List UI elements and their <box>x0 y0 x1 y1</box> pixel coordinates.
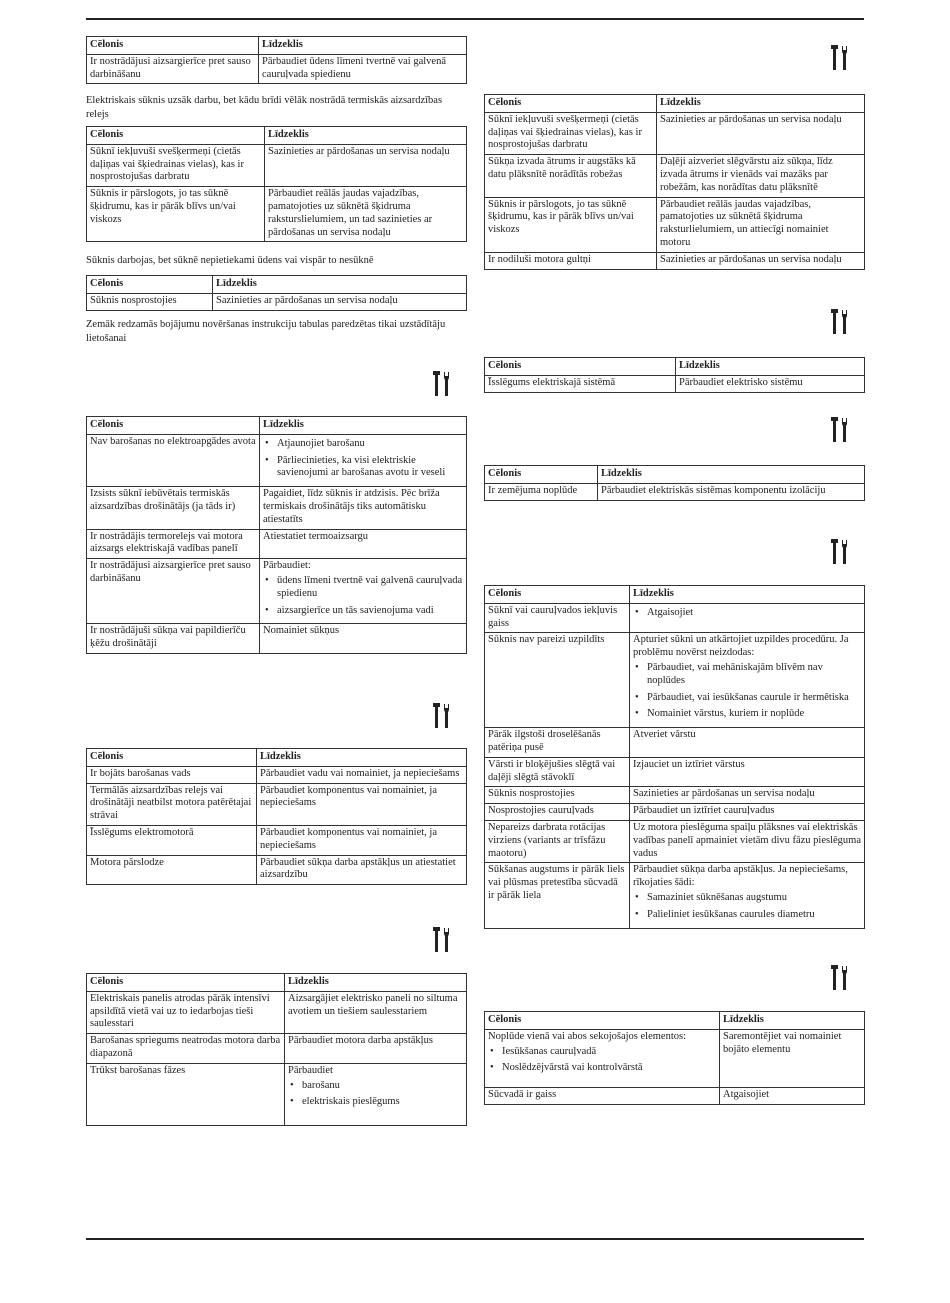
cause-cell: Sūknī iekļuvuši svešķermeņi (cietās daļiņas vai šķiedrainas vielas), kas ir nosprostojušas darbratu <box>87 144 265 186</box>
remedy-cell <box>285 1063 467 1125</box>
table-10 <box>484 585 865 929</box>
remedy-header: Līdzeklis <box>630 586 865 604</box>
remedy-cell: Pagaidiet, līdz sūknis ir atdzisis. Pēc brīža termiskais drošinātājs tiks automātisku atiestatīts <box>260 487 467 529</box>
cause-header: Cēlonis <box>87 974 285 992</box>
remedy-cell: Aizsargājiet elektrisko paneli no siltuma avotiem un tiešiem saulesstariem <box>285 991 467 1033</box>
table-row <box>485 804 865 821</box>
tools-icon <box>830 44 850 72</box>
cause-cell: Nosprostojies cauruļvads <box>485 804 630 821</box>
cause-cell: Pārāk ilgstoši droselēšanās patēriņa pusē <box>485 728 630 758</box>
cause-header: Cēlonis <box>485 586 630 604</box>
remedy-header: Līdzeklis <box>257 749 467 767</box>
list-item: • Iesūkšanas cauruļvadā <box>488 1046 716 1059</box>
table-row <box>485 728 865 758</box>
remedy-header: Līdzeklis <box>265 127 467 145</box>
table-row <box>87 293 467 310</box>
cause-cell: Termālās aizsardzības relejs vai drošinātāji neatbilst motora patērētajai strāvai <box>87 783 257 825</box>
cause-cell: Ir nostrādājuši sūkņa vai papildierīču ķēžu drošinātāji <box>87 624 260 654</box>
remedy-header: Līdzeklis <box>285 974 467 992</box>
remedy-cell <box>630 603 865 633</box>
list-item: • aizsargierīce un tās savienojuma vadi <box>263 605 463 618</box>
table-row <box>87 855 467 885</box>
cause-cell: Sūkņa izvada ātrums ir augstāks kā datu plāksnītē norādītās robežas <box>485 155 657 197</box>
table-9 <box>484 465 865 501</box>
remedy-cell: Sazinieties ar pārdošanas un servisa nodaļu <box>657 252 865 269</box>
list-item: • Atgaisojiet <box>633 607 861 620</box>
tools-icon <box>432 702 452 730</box>
remedy-header: Līdzeklis <box>657 95 865 113</box>
table-row <box>87 144 467 186</box>
cause-cell: Īsslēgums elektromotorā <box>87 825 257 855</box>
table-row <box>485 197 865 252</box>
list-item: • Noslēdzējvārstā vai kontrolvārstā <box>488 1062 716 1075</box>
table-row <box>87 187 467 242</box>
list-item: • ūdens līmeni tvertnē vai galvenā cauruļvada spiedienu <box>263 575 463 601</box>
table-row <box>87 1063 467 1125</box>
table-row <box>485 483 865 500</box>
remedy-cell: Pārbaudiet ūdens līmeni tvertnē vai galvenā cauruļvada spiedienu <box>259 54 467 84</box>
table-row <box>485 375 865 392</box>
remedy-header: Līdzeklis <box>676 358 865 376</box>
list-item: • elektriskais pieslēgums <box>288 1096 463 1109</box>
cause-cell: Sūkšanas augstums ir pārāk liels vai plūsmas pretestība sūcvadā ir pārāk liela <box>485 863 630 928</box>
tools-icon <box>830 964 850 992</box>
cause-cell: Īsslēgums elektriskajā sistēmā <box>485 375 676 392</box>
bottom-rule <box>86 1238 864 1240</box>
table-row <box>87 487 467 529</box>
cause-cell: Ir zemējuma noplūde <box>485 483 598 500</box>
list-item: • barošanu <box>288 1080 463 1093</box>
table-row <box>485 633 865 728</box>
remedy-header: Līdzeklis <box>598 466 865 484</box>
table-2 <box>86 126 467 242</box>
tools-icon <box>432 370 452 398</box>
cause-cell: Ir bojāts barošanas vads <box>87 766 257 783</box>
remedy-lead: Pārbaudiet <box>288 1064 333 1076</box>
table-row <box>485 1029 865 1087</box>
cause-cell: Izsists sūknī iebūvētais termiskās aizsardzības drošinātājs (ja tāds ir) <box>87 487 260 529</box>
cause-cell: Ir nodiluši motora gultņi <box>485 252 657 269</box>
remedy-cell: Sazinieties ar pārdošanas un servisa nodaļu <box>630 787 865 804</box>
cause-cell: Sūknis ir pārslogots, jo tas sūknē šķidrumu, kas ir pārāk blīvs un/vai viskozs <box>485 197 657 252</box>
table-row <box>87 783 467 825</box>
cause-cell: Sūknī vai cauruļvados iekļuvis gaiss <box>485 603 630 633</box>
cause-header: Cēlonis <box>485 1012 720 1030</box>
cause-header: Cēlonis <box>87 127 265 145</box>
table-row <box>87 766 467 783</box>
table-row <box>485 155 865 197</box>
remedy-cell: Pārbaudiet un iztīriet cauruļvadus <box>630 804 865 821</box>
paragraph: Elektriskais sūknis uzsāk darbu, bet kādu brīdi vēlāk nostrādā termiskās aizsardzības relejs <box>86 95 443 120</box>
cause-cell: Trūkst barošanas fāzes <box>87 1063 285 1125</box>
cause-cell: Sūknis nav pareizi uzpildīts <box>485 633 630 728</box>
cause-cell: Vārsti ir bloķējušies slēgtā vai daļēji slēgtā stāvoklī <box>485 757 630 787</box>
list-item: • Samaziniet sūknēšanas augstumu <box>633 892 861 905</box>
remedy-lead: Pārbaudiet sūkņa darba apstākļus. Ja nepieciešams, rīkojaties šādi: <box>633 864 848 889</box>
tools-icon <box>830 416 850 444</box>
table-row <box>485 787 865 804</box>
cause-header: Cēlonis <box>87 276 213 294</box>
table-5 <box>86 748 467 885</box>
cause-cell: Barošanas spriegums neatrodas motora darba diapazonā <box>87 1034 285 1064</box>
cause-cell: Sūknī iekļuvuši svešķermeņi (cietās daļiņas vai šķiedrainas vielas), kas ir nosprostojušas darbratu <box>485 112 657 154</box>
remedy-cell: Pārbaudiet reālās jaudas vajadzības, pamatojoties uz sūknētā šķidruma raksturslielumiem, un tad sazinieties ar pārdošanas un servisa nodaļu <box>265 187 467 242</box>
cause-cell: Ir nostrādājusi aizsargierīce pret sauso darbināšanu <box>87 54 259 84</box>
cause-cell: Nepareizs darbrata rotācijas virziens (variants ar trīsfāzu maotoru) <box>485 820 630 862</box>
remedy-cell: Uz motora pieslēguma spaiļu plāksnes vai elektriskās vadības panelī apmainiet vietām divu fāzu pieslēguma vadus <box>630 820 865 862</box>
remedy-cell: Pārbaudiet vadu vai nomainiet, ja nepieciešams <box>257 766 467 783</box>
cause-cell: Elektriskais panelis atrodas pārāk intensīvi apsildītā vietā vai uz to iedarbojas tieši saulesstari <box>87 991 285 1033</box>
table-row <box>87 559 467 624</box>
remedy-cell: Pārbaudiet komponentus vai nomainiet, ja nepieciešams <box>257 783 467 825</box>
table-row <box>87 1034 467 1064</box>
table-11 <box>484 1011 865 1105</box>
remedy-cell <box>260 434 467 486</box>
table-3 <box>86 275 467 311</box>
cause-cell: Sūcvadā ir gaiss <box>485 1088 720 1105</box>
remedy-cell: Pārbaudiet komponentus vai nomainiet, ja nepieciešams <box>257 825 467 855</box>
cause-cell: Sūknis nosprostojies <box>485 787 630 804</box>
table-row <box>485 112 865 154</box>
remedy-cell: Atveriet vārstu <box>630 728 865 758</box>
remedy-cell: Pārbaudiet sūkņa darba apstākļus un atiestatiet aizsardzību <box>257 855 467 885</box>
remedy-cell <box>630 863 865 928</box>
remedy-cell: Daļēji aizveriet slēgvārstu aiz sūkņa, līdz izvada ātrums ir vienāds vai mazāks par robežām, kas norādītas datu plāksnītē <box>657 155 865 197</box>
remedy-header: Līdzeklis <box>260 417 467 435</box>
paragraph: Zemāk redzamās bojājumu novēršanas instrukciju tabulas paredzētas tikai uzstādītāju lietošanai <box>86 319 446 344</box>
table-8 <box>484 357 865 393</box>
tools-icon <box>432 926 452 954</box>
cause-lead: Noplūde vienā vai abos sekojošajos elementos: <box>488 1030 686 1042</box>
remedy-cell: Pārbaudiet reālās jaudas vajadzības, pamatojoties uz sūknētā šķidruma raksturlielumiem, un attiecīgi nomainiet motoru <box>657 197 865 252</box>
cause-cell: Ir nostrādājusi aizsargierīce pret sauso darbināšanu <box>87 559 260 624</box>
cause-cell <box>485 1029 720 1087</box>
top-rule <box>86 18 864 20</box>
cause-header: Cēlonis <box>87 749 257 767</box>
remedy-cell: Atgaisojiet <box>720 1088 865 1105</box>
list-item: • Pārbaudiet, vai iesūkšanas caurule ir hermētiska <box>633 692 861 705</box>
table-row <box>485 252 865 269</box>
remedy-header: Līdzeklis <box>259 37 467 55</box>
cause-cell: Motora pārslodze <box>87 855 257 885</box>
list-item: • Nomainiet vārstus, kuriem ir noplūde <box>633 708 861 721</box>
cause-header: Cēlonis <box>485 466 598 484</box>
cause-cell: Sūknis nosprostojies <box>87 293 213 310</box>
remedy-cell: Sazinieties ar pārdošanas un servisa nodaļu <box>265 144 467 186</box>
paragraph: Sūknis darbojas, bet sūknē nepietiekami ūdens vai vispār to nesūknē <box>86 255 374 266</box>
cause-header: Cēlonis <box>485 95 657 113</box>
table-row <box>485 1088 865 1105</box>
table-row <box>485 863 865 928</box>
table-4 <box>86 416 467 654</box>
table-row <box>87 624 467 654</box>
table-row <box>87 529 467 559</box>
list-item: • Pārliecinieties, ka visi elektriskie savienojumi ar barošanas avotu ir veseli <box>263 455 463 481</box>
remedy-cell: Atiestatiet termoaizsargu <box>260 529 467 559</box>
remedy-lead: Pārbaudiet: <box>263 560 311 572</box>
cause-header: Cēlonis <box>87 417 260 435</box>
remedy-cell <box>630 633 865 728</box>
list-item: • Pārbaudiet, vai mehāniskajām blīvēm nav noplūdes <box>633 662 861 688</box>
cause-header: Cēlonis <box>485 358 676 376</box>
table-row <box>87 54 467 84</box>
list-item: • Atjaunojiet barošanu <box>263 438 463 451</box>
remedy-cell: Sazinieties ar pārdošanas un servisa nodaļu <box>213 293 467 310</box>
table-row <box>485 820 865 862</box>
table-6 <box>86 973 467 1126</box>
table-row <box>87 434 467 486</box>
list-item: • Palieliniet iesūkšanas caurules diametru <box>633 909 861 922</box>
remedy-cell: Saremontējiet vai nomainiet bojāto elementu <box>720 1029 865 1087</box>
remedy-lead: Apturiet sūkni un atkārtojiet uzpildes procedūru. Ja problēmu novērst neizdodas: <box>633 634 849 659</box>
table-row <box>485 603 865 633</box>
tools-icon <box>830 308 850 336</box>
table-1 <box>86 36 467 84</box>
table-row <box>87 991 467 1033</box>
remedy-cell <box>260 559 467 624</box>
cause-cell: Nav barošanas no elektroapgādes avota <box>87 434 260 486</box>
remedy-cell: Sazinieties ar pārdošanas un servisa nodaļu <box>657 112 865 154</box>
remedy-cell: Izjauciet un iztīriet vārstus <box>630 757 865 787</box>
remedy-cell: Nomainiet sūkņus <box>260 624 467 654</box>
cause-cell: Ir nostrādājis termorelejs vai motora aizsargs elektriskajā vadības panelī <box>87 529 260 559</box>
tools-icon <box>830 538 850 566</box>
remedy-header: Līdzeklis <box>720 1012 865 1030</box>
remedy-header: Līdzeklis <box>213 276 467 294</box>
remedy-cell: Pārbaudiet elektrisko sistēmu <box>676 375 865 392</box>
remedy-cell: Pārbaudiet motora darba apstākļus <box>285 1034 467 1064</box>
table-row <box>87 825 467 855</box>
table-7 <box>484 94 865 270</box>
remedy-cell: Pārbaudiet elektriskās sistēmas komponentu izolāciju <box>598 483 865 500</box>
cause-header: Cēlonis <box>87 37 259 55</box>
cause-cell: Sūknis ir pārslogots, jo tas sūknē šķidrumu, kas ir pārāk blīvs un/vai viskozs <box>87 187 265 242</box>
table-row <box>485 757 865 787</box>
